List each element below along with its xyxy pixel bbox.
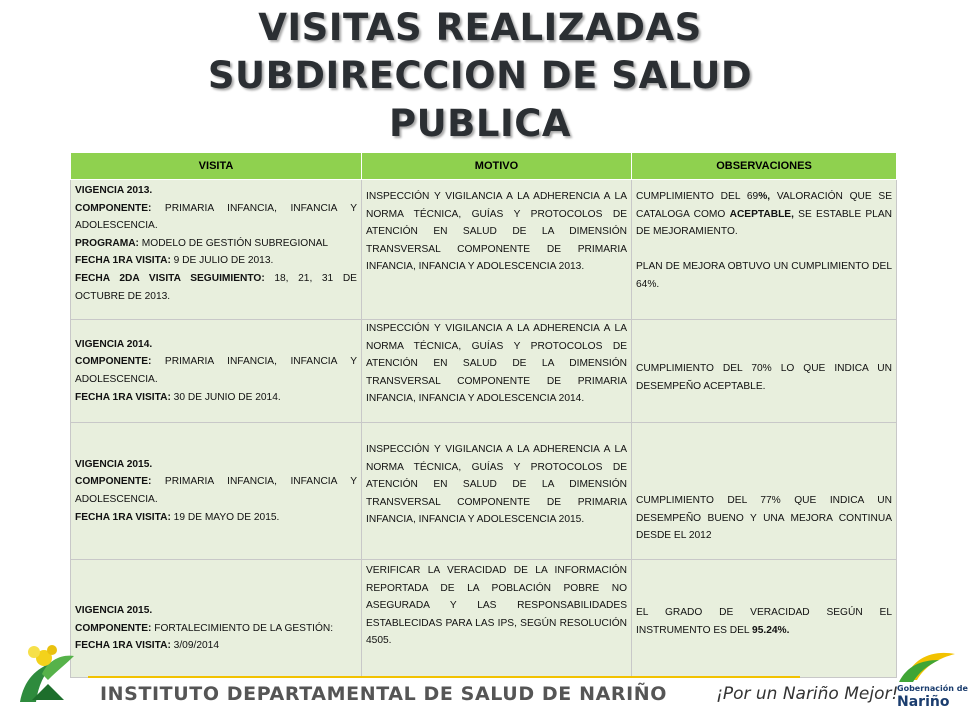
table-header-row xyxy=(71,153,897,180)
componente-line: COMPONENTE: PRIMARIA INFANCIA, INFANCIA Y ADOLESCENCIA. xyxy=(75,202,357,232)
vigencia-label: VIGENCIA 2014. xyxy=(75,338,153,350)
gobernacion-line-2: Nariño xyxy=(897,694,950,710)
fecha-1-line: FECHA 1RA VISITA: 19 DE MAYO DE 2015. xyxy=(75,511,280,523)
visita-cell xyxy=(71,180,362,320)
title-line-2: SUBDIRECCION DE SALUD xyxy=(207,54,753,97)
motivo-cell: VERIFICAR LA VERACIDAD DE LA INFORMACIÓN REPORTADA DE LA POBLACIÓN POBRE NO ASEGURADA Y LAS RESPONSABILIDADES ESTABLECIDAS PARA LAS IPS, SEGÚN RESOLUCIÓN 4505. xyxy=(362,560,632,678)
title-line-1: VISITAS REALIZADAS xyxy=(258,6,702,49)
table-row xyxy=(71,320,897,423)
fecha-1-line: FECHA 1RA VISITA: 30 DE JUNIO DE 2014. xyxy=(75,391,281,403)
header-visita: VISITA xyxy=(71,153,362,180)
vigencia-label: VIGENCIA 2015. xyxy=(75,605,153,617)
motivo-cell: INSPECCIÓN Y VIGILANCIA A LA ADHERENCIA A LA NORMA TÉCNICA, GUÍAS Y PROTOCOLOS DE ATENCIÓN EN SALUD DE LA DIMENSIÓN TRANSVERSAL COMPONENTE DE PRIMARIA INFANCIA, INFANCIA Y ADOLESCENCIA 2015. xyxy=(362,423,632,560)
observaciones-cell: CUMPLIMIENTO DEL 70% LO QUE INDICA UN DESEMPEÑO ACEPTABLE. xyxy=(632,320,897,423)
visita-cell xyxy=(71,320,362,423)
institute-name: INSTITUTO DEPARTAMENTAL DE SALUD DE NARIÑO xyxy=(100,683,668,705)
slogan: ¡Por un Nariño Mejor! xyxy=(716,684,899,704)
page-title xyxy=(0,4,960,148)
gobernacion-logo xyxy=(895,646,968,716)
visits-table xyxy=(70,152,897,678)
fecha-1-line: FECHA 1RA VISITA: 9 DE JULIO DE 2013. xyxy=(75,255,274,267)
observaciones-cell: CUMPLIMIENTO DEL 69%, VALORACIÓN QUE SE CATALOGA COMO ACEPTABLE, SE ESTABLE PLAN DE MEJORAMIENTO. PLAN DE MEJORA OBTUVO UN CUMPLIMIENTO DEL 64%. xyxy=(632,180,897,320)
visita-cell xyxy=(71,560,362,678)
table-row xyxy=(71,180,897,320)
observaciones-cell: CUMPLIMIENTO DEL 77% QUE INDICA UN DESEMPEÑO BUENO Y UNA MEJORA CONTINUA DESDE EL 2012 xyxy=(632,423,897,560)
motivo-cell: INSPECCIÓN Y VIGILANCIA A LA ADHERENCIA A LA NORMA TÉCNICA, GUÍAS Y PROTOCOLOS DE ATENCIÓN EN SALUD DE LA DIMENSIÓN TRANSVERSAL COMPONENTE DE PRIMARIA INFANCIA, INFANCIA Y ADOLESCENCIA 2014. xyxy=(362,320,632,423)
componente-line: COMPONENTE: PRIMARIA INFANCIA, INFANCIA Y ADOLESCENCIA. xyxy=(75,476,357,505)
header-motivo: MOTIVO xyxy=(362,153,632,180)
gobernacion-line-1: Gobernación de xyxy=(897,684,968,693)
motivo-cell: INSPECCIÓN Y VIGILANCIA A LA ADHERENCIA A LA NORMA TÉCNICA, GUÍAS Y PROTOCOLOS DE ATENCIÓN EN SALUD DE LA DIMENSIÓN TRANSVERSAL COMPONENTE DE PRIMARIA INFANCIA, INFANCIA Y ADOLESCENCIA 2013. xyxy=(362,180,632,320)
gobernacion-emblem-icon xyxy=(895,646,959,684)
footer-divider xyxy=(88,676,800,678)
vigencia-label: VIGENCIA 2013. xyxy=(75,185,153,196)
observaciones-para-2: PLAN DE MEJORA OBTUVO UN CUMPLIMIENTO DEL 64%. xyxy=(636,261,892,290)
fecha-1-line: FECHA 1RA VISITA: 3/09/2014 xyxy=(75,640,219,652)
table-row xyxy=(71,560,897,678)
header-observaciones: OBSERVACIONES xyxy=(632,153,897,180)
componente-line: COMPONENTE: FORTALECIMIENTO DE LA GESTIÓN: xyxy=(75,622,334,634)
vigencia-label: VIGENCIA 2015. xyxy=(75,458,153,470)
title-line-3: PUBLICA xyxy=(389,102,571,145)
institute-logo-icon xyxy=(14,640,82,712)
programa-line: PROGRAMA: MODELO DE GESTIÓN SUBREGIONAL xyxy=(75,237,329,249)
componente-line: COMPONENTE: PRIMARIA INFANCIA, INFANCIA Y ADOLESCENCIA. xyxy=(75,356,357,385)
visita-cell xyxy=(71,423,362,560)
observaciones-cell: EL GRADO DE VERACIDAD SEGÚN EL INSTRUMENTO ES DEL 95.24%. xyxy=(632,560,897,678)
table-row xyxy=(71,423,897,560)
fecha-2-line: FECHA 2DA VISITA SEGUIMIENTO: 18, 21, 31 DE OCTUBRE DE 2013. xyxy=(75,272,357,302)
